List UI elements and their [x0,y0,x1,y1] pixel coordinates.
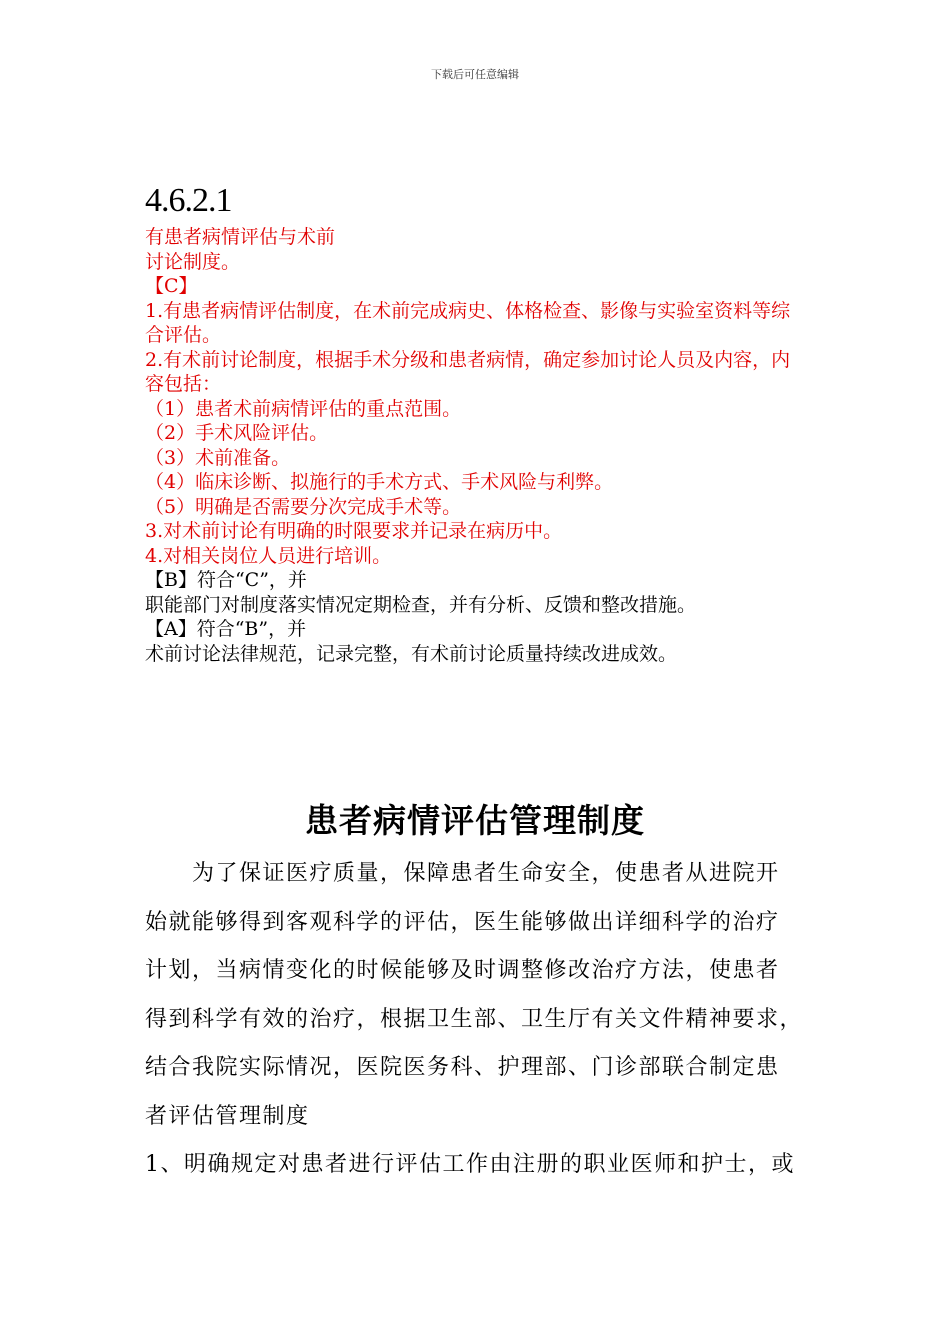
grade-c-item: 合评估。 [145,324,222,346]
paragraph-line: 得到科学有效的治疗，根据卫生部、卫生厅有关文件精神要求， [145,1006,804,1032]
grade-c-item: （5）明确是否需要分次完成手术等。 [145,495,462,518]
grade-c-item: 容包括： [145,373,222,395]
grade-c-item: （1）患者术前病情评估的重点范围。 [145,397,462,420]
grade-c-item: 4.对相关岗位人员进行培训。 [145,544,392,567]
grade-c-item: （4）临床诊断、拟施行的手术方式、手术风险与利弊。 [145,471,614,493]
grade-c-item: （3）术前准备。 [145,446,291,469]
document-body [145,850,815,1190]
header-note: 下载后可任意编辑 [431,68,519,81]
standard-code: 4.6.2.1 [145,182,232,219]
grade-c-item: 3.对术前讨论有明确的时限要求并记录在病历中。 [145,520,563,542]
paragraph-line: 始就能够得到客观科学的评估，医生能够做出详细科学的治疗 [145,909,780,935]
paragraph-line: 1、明确规定对患者进行评估工作由注册的职业医师和护士，或 [145,1152,795,1177]
standard-title-line: 有患者病情评估与术前 [145,226,336,248]
document-title: 患者病情评估管理制度 [305,801,645,840]
standard-section [145,180,835,666]
grade-c-label: 【C】 [145,275,198,297]
paragraph-line: 者评估管理制度 [145,1103,310,1129]
grade-c-item: 2.有术前讨论制度，根据手术分级和患者病情，确定参加讨论人员及内容，内 [145,348,791,371]
grade-c-item: 1.有患者病情评估制度，在术前完成病史、体格检查、影像与实验室资料等综 [145,299,791,322]
paragraph-line: 计划，当病情变化的时候能够及时调整修改治疗方法，使患者 [145,958,780,983]
standard-title-line: 讨论制度。 [145,250,241,273]
grade-c-item: （2）手术风险评估。 [145,422,329,444]
paragraph-line: 结合我院实际情况，医院医务科、护理部、门诊部联合制定患 [145,1055,780,1080]
grade-b-line: 职能部门对制度落实情况定期检查，并有分析、反馈和整改措施。 [145,593,697,616]
grade-b-line: 【B】符合“C”，并 [145,569,307,591]
paragraph-line: 为了保证医疗质量，保障患者生命安全，使患者从进院开 [145,861,780,886]
grade-a-line: 术前讨论法律规范，记录完整，有术前讨论质量持续改进成效。 [145,642,678,665]
grade-a-line: 【A】符合“B”，并 [145,618,307,640]
